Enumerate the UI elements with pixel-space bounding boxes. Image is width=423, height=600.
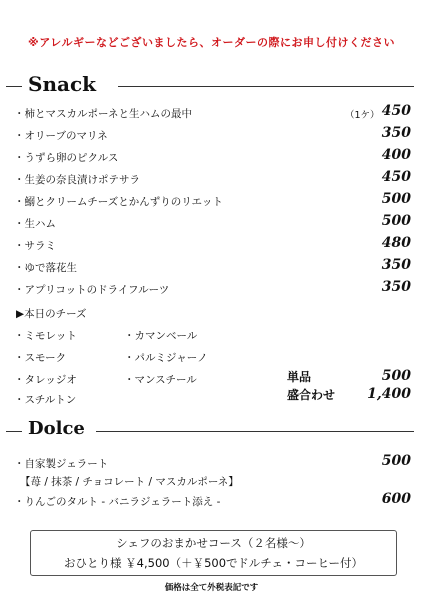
menu-item-name: ・生姜の奈良漬けポテサラ: [14, 174, 140, 186]
cheese-item: ・パルミジャーノ: [124, 352, 208, 364]
menu-item-price: 450: [381, 169, 411, 185]
menu-item-price: 500: [381, 453, 411, 469]
menu-item-price: 500: [381, 213, 411, 229]
snack-section-title: Snack: [28, 72, 96, 96]
menu-item-name: ・ゆで落花生: [14, 262, 77, 274]
snack-rule-right: [118, 86, 414, 87]
menu-item-name: ・りんごのタルト - バニラジェラート添え -: [14, 496, 221, 508]
cheese-item: ・ミモレット: [14, 330, 77, 342]
menu-item-price: 600: [381, 491, 411, 507]
allergy-notice: ※アレルギーなどございましたら、オーダーの際にお申し付けください: [28, 36, 395, 49]
menu-item-name: ・サラミ: [14, 240, 56, 252]
menu-item-name: ・鰯とクリームチーズとかんずりのリエット: [14, 196, 223, 208]
dolce-section-title: Dolce: [28, 418, 85, 439]
cheese-assorted-price: 1,400: [367, 386, 411, 402]
course-price: おひとり様 ￥4,500（＋￥500でドルチェ・コーヒー付）: [64, 556, 363, 570]
menu-item-name: ・アプリコットのドライフルーツ: [14, 284, 170, 296]
menu-item-name: ・オリーブのマリネ: [14, 130, 108, 142]
menu-item-name: ・生ハム: [14, 218, 56, 230]
cheese-item: ・カマンベール: [124, 330, 198, 342]
menu-item-name: ・自家製ジェラート: [14, 458, 109, 470]
cheese-header: ▶本日のチーズ: [16, 308, 87, 320]
tax-footnote: 価格は全て外税表記です: [164, 583, 259, 593]
menu-item-price: 400: [381, 147, 411, 163]
menu-item-name: ・うずら卵のピクルス: [14, 152, 119, 164]
menu-item-price: 500: [381, 191, 411, 207]
cheese-item: ・スチルトン: [14, 394, 77, 406]
snack-rule-left: [6, 86, 22, 87]
menu-item-unit: （1ケ）: [345, 110, 380, 121]
menu-item-name: ・柿とマスカルポーネと生ハムの最中: [14, 108, 192, 120]
chef-course-box: [30, 530, 397, 576]
menu-item-note: 【苺 / 抹茶 / チョコレート / マスカルポーネ】: [20, 476, 239, 488]
menu-item-price: 480: [381, 235, 411, 251]
menu-item-price: 350: [381, 125, 411, 141]
cheese-item: ・スモーク: [14, 352, 67, 364]
cheese-assorted-label: 盛合わせ: [287, 388, 336, 402]
course-title: シェフのおまかせコース（２名様～）: [116, 536, 311, 550]
cheese-single-label: 単品: [287, 370, 312, 384]
cheese-item: ・マンスチール: [124, 374, 197, 386]
cheese-item: ・タレッジオ: [14, 374, 77, 386]
dolce-rule-left: [6, 431, 22, 432]
menu-item-price: 350: [381, 257, 411, 273]
menu-item-price: 450: [381, 103, 411, 119]
cheese-single-price: 500: [381, 368, 411, 384]
menu-item-price: 350: [381, 279, 411, 295]
dolce-rule-right: [96, 431, 414, 432]
